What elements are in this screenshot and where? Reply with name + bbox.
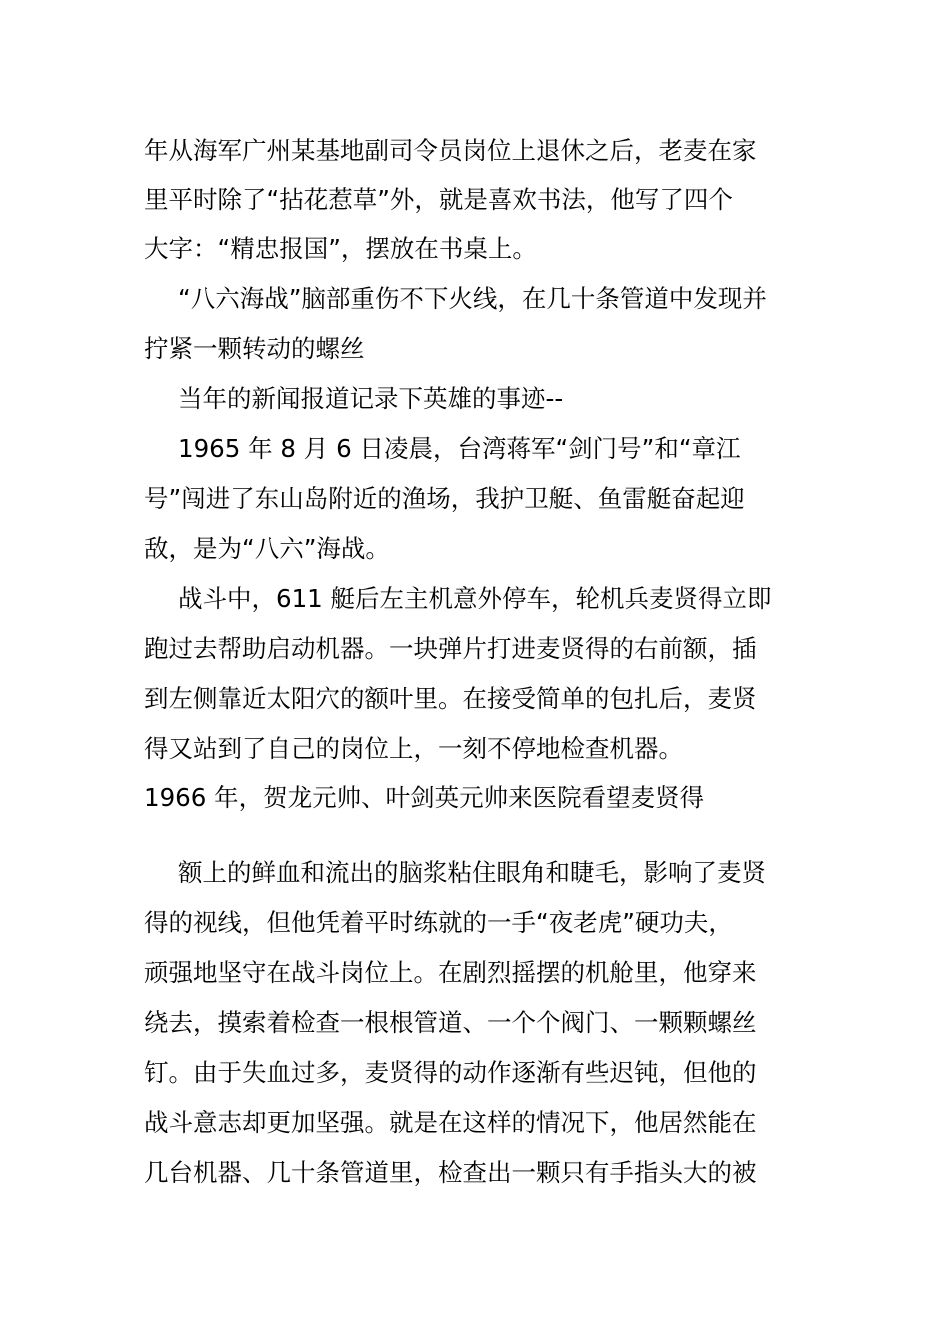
text-line-6: 号”闯进了东山岛附近的渔场，我护卫艇、鱼雷艇奋起迎: [144, 484, 745, 513]
text-line-10: 到左侧靠近太阳穴的额叶里。在接受简单的包扎后，麦贤: [144, 684, 757, 713]
text-line-9: 跑过去帮助启动机器。一块弹片打进麦贤得的右前额，插: [144, 634, 757, 663]
text-line-18: 几台机器、几十条管道里，检查出一颗只有手指头大的被: [144, 1158, 757, 1187]
text-line-1: 年从海军广州某基地副司令员岗位上退休之后，老麦在家: [144, 136, 757, 165]
text-line-11: 得又站到了自己的岗位上，一刻不停地检查机器。: [144, 734, 683, 763]
text-line-15: 绕去，摸索着检查一根根管道、一个个阀门、一颗颗螺丝: [144, 1008, 757, 1037]
text-line-3: 大字：“精忠报国”，摆放在书桌上。: [144, 234, 537, 263]
text-line-17: 战斗意志却更加坚强。就是在这样的情况下，他居然能在: [144, 1108, 757, 1137]
text-line-12: 额上的鲜血和流出的脑浆粘住眼角和睫毛，影响了麦贤: [178, 858, 766, 887]
text-line-14: 顽强地坚守在战斗岗位上。在剧烈摇摆的机舱里，他穿来: [144, 958, 757, 987]
text-line-16: 钉。由于失血过多，麦贤得的动作逐渐有些迟钝，但他的: [144, 1058, 757, 1087]
subheading-line-1: “八六海战”脑部重伤不下火线，在几十条管道中发现并: [178, 284, 767, 313]
text-line-4: 当年的新闻报道记录下英雄的事迹--: [178, 384, 564, 413]
text-line-13: 得的视线，但他凭着平时练就的一手“夜老虎”硬功夫，: [144, 908, 733, 937]
text-line-8: 战斗中，611 艇后左主机意外停车，轮机兵麦贤得立即: [178, 584, 772, 613]
photo-caption: 1966 年，贺龙元帅、叶剑英元帅来医院看望麦贤得: [144, 783, 705, 812]
text-line-2: 里平时除了“拈花惹草”外，就是喜欢书法，他写了四个: [144, 185, 733, 214]
text-line-5: 1965 年 8 月 6 日凌晨，台湾蒋军“剑门号”和“章江: [178, 434, 741, 463]
text-line-7: 敌，是为“八六”海战。: [144, 534, 390, 563]
subheading-line-2: 拧紧一颗转动的螺丝: [144, 334, 365, 363]
